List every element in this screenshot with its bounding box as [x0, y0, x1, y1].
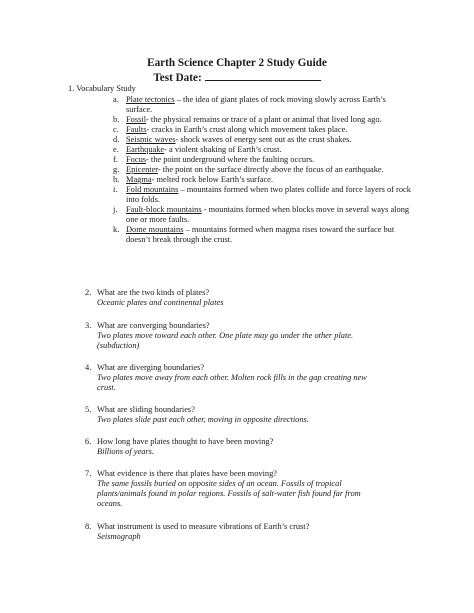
vocab-item-faults [113, 125, 413, 135]
answer-text: Two plates move away from each other. Molten rock fills in the gap creating new crust. [97, 373, 367, 392]
vocab-letter: d. [113, 135, 120, 144]
question-text: What are converging boundaries? [97, 321, 210, 330]
vocab-definition: - melted rock below Earth’s surface. [151, 175, 273, 184]
question-7 [85, 469, 385, 509]
vocab-letter: g. [113, 165, 120, 174]
vocab-item-earthquake [113, 145, 413, 155]
question-text: What evidence is there that plates have been moving? [97, 469, 277, 478]
vocab-term: Plate tectonics [126, 95, 175, 104]
question-8 [85, 522, 385, 542]
answer-text: Two plates slide past each other, moving in opposite directions. [97, 415, 309, 424]
vocab-definition: - mountains formed when blocks move in several ways along one or more faults. [126, 205, 410, 224]
vocab-definition: - a violent shaking of Earth’s crust. [164, 145, 282, 154]
vocab-definition: - the point underground where the faulting occurs. [146, 155, 315, 164]
vocab-definition: - cracks in Earth’s crust along which movement takes place. [146, 125, 348, 134]
vocab-item-seismic-waves [113, 135, 413, 145]
vocabulary-list [113, 95, 413, 245]
vocab-term: Focus [126, 155, 147, 164]
question-6 [85, 437, 385, 457]
vocab-item-magma [113, 175, 413, 185]
question-text: What are sliding boundaries? [97, 405, 195, 414]
question-4 [85, 363, 385, 393]
test-date-blank [205, 70, 321, 81]
vocab-letter: f. [113, 155, 118, 164]
vocab-term: Epicenter [126, 165, 158, 174]
vocab-term: Fold mountains [126, 185, 179, 194]
vocab-term: Faults [126, 125, 147, 134]
answer-text: Seismograph [97, 532, 141, 541]
vocab-definition: – the idea of giant plates of rock moving slowly across Earth’s surface. [126, 95, 386, 114]
question-3 [85, 321, 385, 351]
question-number: 5. [85, 405, 92, 414]
vocab-definition: - the point on the surface directly above the focus of an earthquake. [157, 165, 384, 174]
vocab-letter: k. [113, 225, 120, 234]
answer-text: Oceanic plates and continental plates [97, 298, 224, 307]
question-number: 7. [85, 469, 92, 478]
vocabulary-heading: 1. Vocabulary Study [68, 84, 136, 93]
vocab-letter: a. [113, 95, 119, 104]
vocab-letter: j. [113, 205, 118, 214]
vocab-item-epicenter [113, 165, 413, 175]
vocab-term: Fault-block mountains [126, 205, 202, 214]
question-number: 8. [85, 522, 92, 531]
test-date-line [0, 70, 474, 85]
vocab-letter: b. [113, 115, 120, 124]
vocab-term: Seismic waves [126, 135, 176, 144]
vocab-term: Earthquake [126, 145, 165, 154]
vocab-item-fossil [113, 115, 413, 125]
question-number: 3. [85, 321, 92, 330]
answer-text: The same fossils buried on opposite sides of an ocean. Fossils of tropical plants/animals found in polar regions. Fossils of salt-water fish found far from oceans. [97, 479, 361, 508]
question-2 [85, 288, 385, 308]
question-number: 6. [85, 437, 92, 446]
answer-text: Two plates move toward each other. One plate may go under the other plate. (subduction) [97, 331, 354, 350]
vocab-term: Magma [126, 175, 152, 184]
question-text: What instrument is used to measure vibrations of Earth’s crust? [97, 522, 310, 531]
test-date-label: Test Date: [153, 72, 202, 84]
question-number: 2. [85, 288, 92, 297]
question-text: What are diverging boundaries? [97, 363, 205, 372]
vocab-term: Fossil [126, 115, 147, 124]
question-text: How long have plates thought to have been moving? [97, 437, 274, 446]
vocab-letter: i. [113, 185, 118, 194]
vocab-item-fault-block-mountains [113, 205, 413, 225]
question-number: 4. [85, 363, 92, 372]
vocab-item-dome-mountains [113, 225, 413, 245]
vocab-letter: c. [113, 125, 119, 134]
question-text: What are the two kinds of plates? [97, 288, 210, 297]
vocab-item-focus [113, 155, 413, 165]
vocab-definition: - shock waves of energy sent out as the crust shakes. [175, 135, 352, 144]
vocab-term: Dome mountains [126, 225, 184, 234]
vocab-letter: h. [113, 175, 120, 184]
vocab-letter: e. [113, 145, 119, 154]
vocab-item-plate-tectonics [113, 95, 413, 115]
answer-text: Billions of years. [97, 447, 154, 456]
vocab-definition: – mountains formed when magma rises toward the surface but doesn’t break through the crust. [126, 225, 395, 244]
vocab-definition: – mountains formed when two plates collide and force layers of rock into folds. [126, 185, 411, 204]
vocab-definition: - the physical remains or trace of a plant or animal that lived long ago. [146, 115, 382, 124]
vocab-item-fold-mountains [113, 185, 413, 205]
page-title: Earth Science Chapter 2 Study Guide [147, 57, 327, 69]
question-5 [85, 405, 385, 425]
